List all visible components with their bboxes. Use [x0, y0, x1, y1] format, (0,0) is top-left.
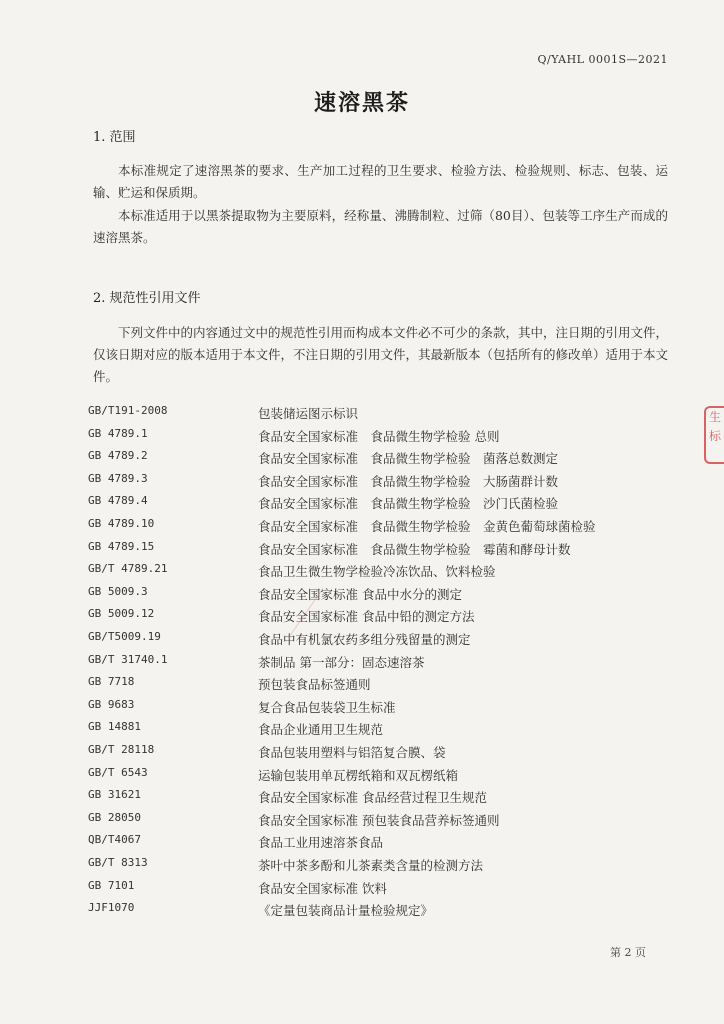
reference-row [88, 833, 678, 855]
reference-row [88, 607, 678, 629]
reference-code: GB 14881 [88, 720, 141, 734]
reference-code: GB 7718 [88, 675, 135, 689]
reference-title: 《定量包装商品计量检验规定》 [258, 903, 434, 919]
reference-row [88, 811, 678, 833]
reference-code: GB/T191-2008 [88, 404, 168, 417]
reference-code: QB/T4067 [88, 833, 141, 847]
reference-row [88, 653, 678, 675]
reference-row [88, 540, 678, 562]
reference-row [88, 766, 678, 788]
reference-title: 食品安全国家标准 预包装食品营养标签通则 [258, 812, 500, 828]
reference-row [88, 562, 678, 584]
reference-code: GB 4789.1 [88, 426, 148, 440]
reference-row [88, 449, 678, 471]
section-2-heading: 2. 规范性引用文件 [93, 291, 201, 306]
document-title: 速溶黑茶 [313, 90, 410, 116]
reference-code: GB 9683 [88, 697, 135, 711]
reference-row [88, 630, 678, 652]
reference-title: 食品安全国家标准 饮料 [258, 880, 387, 896]
standard-code: Q/YAHL 0001S—2021 [537, 53, 668, 66]
reference-title: 食品安全国家标准 食品微生物学检验 菌落总数测定 [258, 451, 559, 467]
reference-code: GB 28050 [88, 810, 141, 824]
reference-title: 食品安全国家标准 食品微生物学检验 金黄色葡萄球菌检验 [258, 519, 596, 534]
reference-title: 食品安全国家标准 食品经营过程卫生规范 [258, 790, 487, 806]
reference-code: GB 5009.12 [88, 607, 155, 621]
reference-title: 食品包装用塑料与铝箔复合膜、袋 [258, 745, 446, 760]
reference-title: 食品安全国家标准 食品微生物学检验 沙门氏菌检验 [258, 496, 559, 512]
reference-code: GB 31621 [88, 788, 141, 802]
reference-title: 预包装食品标签通则 [258, 677, 371, 693]
section-1-paragraph-2: 本标准适用于以黑茶提取物为主要原料，经称量、沸腾制粒、过筛（80目）、包装等工序生产而成的速溶黑茶。 [93, 208, 668, 245]
reference-row [88, 879, 678, 901]
reference-code: GB/T 6543 [88, 765, 148, 779]
reference-code: GB/T 8313 [88, 856, 148, 869]
reference-row [88, 427, 678, 449]
reference-row [88, 585, 678, 607]
reference-row [88, 788, 678, 810]
reference-code: GB/T5009.19 [88, 630, 161, 643]
reference-title: 食品安全国家标准 食品中水分的测定 [258, 586, 462, 602]
stamp-char: 标 [708, 429, 721, 443]
reference-code: GB 7101 [88, 878, 135, 892]
section-1-heading: 1. 范围 [93, 130, 136, 145]
reference-row [88, 675, 678, 697]
reference-code: GB 4789.15 [88, 539, 155, 553]
reference-title: 食品工业用速溶茶食品 [258, 835, 384, 851]
stamp-char: 生 [708, 410, 721, 424]
reference-code: GB 4789.4 [88, 494, 148, 508]
reference-code: GB 5009.3 [88, 584, 148, 598]
reference-code: GB/T 4789.21 [88, 562, 168, 576]
reference-title: 食品安全国家标准 食品微生物学检验 大肠菌群计数 [258, 473, 559, 489]
reference-row [88, 720, 678, 742]
reference-row [88, 698, 678, 720]
reference-title: 食品安全国家标准 食品中铅的测定方法 [258, 609, 475, 625]
reference-code: GB 4789.10 [88, 517, 155, 530]
reference-title: 食品中有机氯农药多组分残留量的测定 [258, 632, 471, 647]
section-1-paragraph-1: 本标准规定了速溶黑茶的要求、生产加工过程的卫生要求、检验方法、检验规则、标志、包装、运输、贮运和保质期。 [93, 163, 668, 200]
reference-row [88, 517, 678, 539]
reference-title: 食品安全国家标准 食品微生物学检验 霉菌和酵母计数 [258, 541, 571, 557]
reference-row [88, 901, 678, 923]
reference-row [88, 494, 678, 516]
reference-code: GB 4789.3 [88, 471, 148, 485]
reference-title: 复合食品包装袋卫生标准 [258, 699, 396, 715]
reference-title: 食品企业通用卫生规范 [258, 722, 384, 738]
reference-title: 食品安全国家标准 食品微生物学检验 总则 [258, 428, 500, 444]
page-number: 第 2 页 [610, 946, 646, 959]
reference-title: 包装储运图示标识 [258, 406, 359, 421]
reference-title: 茶制品 第一部分：固态速溶茶 [258, 654, 425, 670]
section-2-intro: 下列文件中的内容通过文中的规范性引用而构成本文件必不可少的条款，其中，注日期的引用文件，仅该日期对应的版本适用于本文件，不注日期的引用文件，其最新版本（包括所有的修改单）适用于本文件。 [93, 325, 669, 384]
reference-row [88, 856, 678, 878]
reference-title: 运输包装用单瓦楞纸箱和双瓦楞纸箱 [258, 767, 459, 783]
reference-code: GB/T 31740.1 [88, 652, 168, 666]
red-seal-stamp [704, 406, 724, 464]
reference-title: 茶叶中茶多酚和儿茶素类含量的检测方法 [258, 858, 484, 873]
reference-code: GB/T 28118 [88, 743, 155, 756]
reference-row [88, 743, 678, 765]
reference-code: JJF1070 [88, 901, 135, 915]
reference-row [88, 404, 678, 426]
reference-row [88, 472, 678, 494]
reference-title: 食品卫生微生物学检验冷冻饮品、饮料检验 [258, 564, 496, 580]
reference-code: GB 4789.2 [88, 449, 148, 463]
